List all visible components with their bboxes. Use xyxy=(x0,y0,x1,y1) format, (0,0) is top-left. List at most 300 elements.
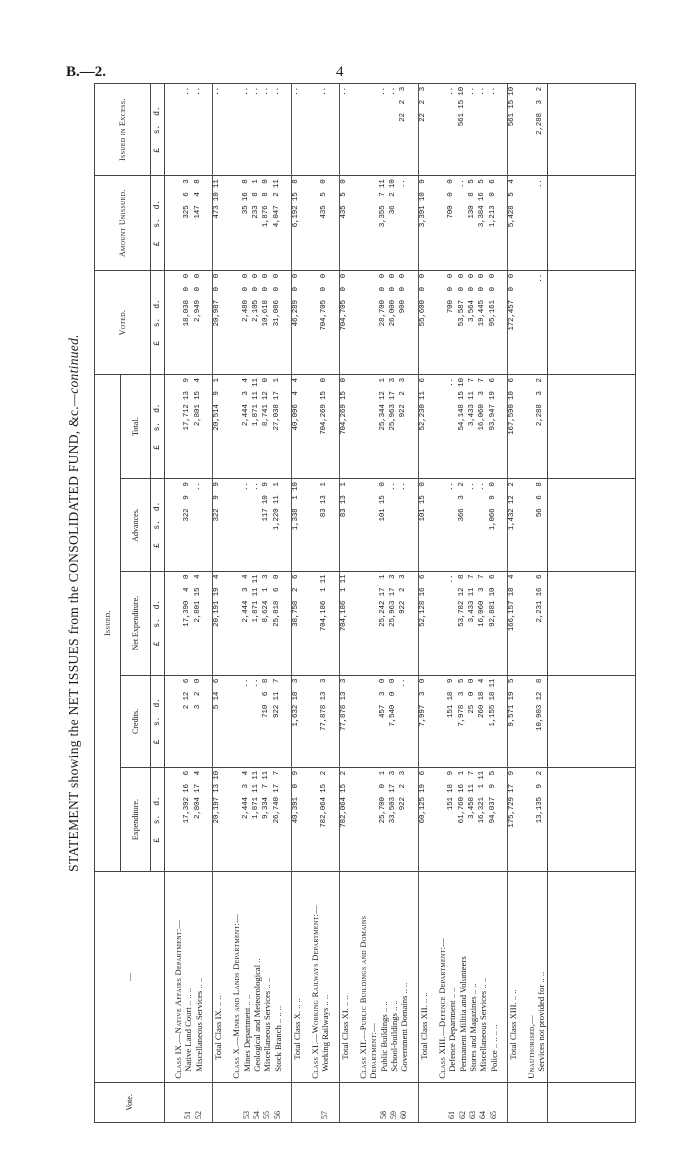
amount-excess: 22 2 3 xyxy=(399,84,409,176)
amount-total: 93,947 19 6 xyxy=(489,375,499,479)
amount-total: 40,096 4 4 xyxy=(291,375,302,479)
class-heading-row xyxy=(173,84,183,1123)
spacer-cell xyxy=(429,479,437,571)
empty-cell xyxy=(437,84,447,176)
amount-exp: 151 18 9 xyxy=(447,768,457,872)
spacer-cell xyxy=(429,675,437,767)
spacer-cell xyxy=(499,176,508,271)
amount-unissued: 325 6 3 xyxy=(183,176,193,271)
vote-row xyxy=(320,84,330,1123)
amount-cred: 457 3 0 xyxy=(379,675,389,767)
empty-cell xyxy=(173,768,183,872)
amount-unissued: 1,213 0 6 xyxy=(489,176,499,271)
amount-total: 17,712 13 9 xyxy=(183,375,193,479)
amount-net: 704,186 1 11 xyxy=(339,571,350,675)
amount-total: 2,288 3 2 xyxy=(536,375,547,479)
spacer-cell xyxy=(410,571,419,675)
spacer-cell xyxy=(204,375,213,479)
spacer-cell xyxy=(547,271,635,375)
amount-voted: 700 0 0 xyxy=(447,271,457,375)
vote-number: 55 xyxy=(262,1082,272,1122)
empty-cell xyxy=(358,768,379,872)
class-total-row xyxy=(212,84,223,1123)
spacer-cell xyxy=(410,375,419,479)
spacer-cell xyxy=(283,768,292,872)
amount-excess: 22 2 3 xyxy=(418,84,429,176)
page-header xyxy=(66,64,630,84)
amount-unissued: 147 4 8 xyxy=(194,176,204,271)
spacer-cell xyxy=(518,176,526,271)
vote-number: 63 xyxy=(468,1082,478,1122)
spacer-cell xyxy=(204,675,213,767)
vote-number: 57 xyxy=(320,1082,330,1122)
amount-cred: 922 11 7 xyxy=(273,675,283,767)
vote-number: 60 xyxy=(399,1082,409,1122)
amount-total: 1,871 11 11 xyxy=(252,375,262,479)
amount-adv: .. xyxy=(389,479,399,571)
spacer-cell xyxy=(518,571,526,675)
amount-exp: 20,197 13 10 xyxy=(212,768,223,872)
amount-exp: 16,321 1 11 xyxy=(478,768,488,872)
amount-adv: .. xyxy=(468,479,478,571)
amount-adv: .. xyxy=(252,479,262,571)
vote-row xyxy=(478,84,488,1123)
empty-cell xyxy=(173,84,183,176)
spacer-cell xyxy=(165,768,174,872)
amount-net: 2,231 16 6 xyxy=(536,571,547,675)
spacer-cell xyxy=(350,768,358,872)
amount-total: 16,060 3 7 xyxy=(478,375,488,479)
spacer-cell xyxy=(165,675,174,767)
vote-number xyxy=(507,1082,518,1122)
spacer-cell xyxy=(302,675,310,767)
spacer-cell xyxy=(223,176,231,271)
spacer-cell xyxy=(429,271,437,375)
amount-unissued: 1,876 8 0 xyxy=(262,176,272,271)
amount-excess: 2,288 3 2 xyxy=(536,84,547,176)
spacer-cell xyxy=(302,375,310,479)
empty-cell xyxy=(437,571,447,675)
vote-item: Permanent Militia and Volunteers xyxy=(458,872,468,1083)
vote-row xyxy=(399,84,409,1123)
amount-voted: 900 0 0 xyxy=(399,271,409,375)
total-label: Total Class XIII. .. .. xyxy=(507,872,518,1083)
spacer-cell xyxy=(547,1082,635,1122)
amount-unissued: 3,384 16 5 xyxy=(478,176,488,271)
amount-unissued: 5,428 5 4 xyxy=(507,176,518,271)
amount-unissued: 36 2 10 xyxy=(389,176,399,271)
spacer-row xyxy=(204,84,213,1123)
vote-item: Working Railways .. .. xyxy=(320,872,330,1083)
spacer-cell xyxy=(223,84,231,176)
vote-number: 58 xyxy=(379,1082,389,1122)
class-total-row xyxy=(418,84,429,1123)
amount-adv: 1,338 1 10 xyxy=(291,479,302,571)
spacer-cell xyxy=(223,872,231,1083)
vote-cell xyxy=(358,1082,379,1122)
spacer-cell xyxy=(204,872,213,1083)
amount-total: 704,269 15 0 xyxy=(339,375,350,479)
amount-total: 704,269 15 0 xyxy=(320,375,330,479)
spacer-cell xyxy=(518,84,526,176)
spacer-cell xyxy=(410,675,419,767)
vote-row xyxy=(273,84,283,1123)
spacer-cell xyxy=(429,768,437,872)
amount-voted: 2,105 0 0 xyxy=(252,271,262,375)
vote-row xyxy=(389,84,399,1123)
unauthorised-row xyxy=(536,84,547,1123)
spacer-cell xyxy=(350,675,358,767)
spacer-cell xyxy=(429,375,437,479)
amount-voted: 31,086 0 0 xyxy=(273,271,283,375)
amount-cred: 2 12 6 xyxy=(183,675,193,767)
vote-number: 62 xyxy=(458,1082,468,1122)
class-heading-row xyxy=(310,84,320,1123)
vote-item: Defence Department .. .. xyxy=(447,872,457,1083)
empty-cell xyxy=(231,768,241,872)
amount-net: 92,881 10 6 xyxy=(489,571,499,675)
spacer-cell xyxy=(283,479,292,571)
empty-cell xyxy=(310,375,320,479)
spacer-cell xyxy=(331,1082,340,1122)
empty-cell xyxy=(231,176,241,271)
amount-voted: 55,600 0 0 xyxy=(418,271,429,375)
amount-total: 54,148 15 10 xyxy=(458,375,468,479)
empty-cell xyxy=(310,675,320,767)
empty-cell xyxy=(437,768,447,872)
amount-unissued: 130 8 5 xyxy=(468,176,478,271)
amount-unissued: 3,355 7 11 xyxy=(379,176,389,271)
spacer-cell xyxy=(331,479,340,571)
amount-cred: .. xyxy=(242,675,252,767)
total-label: Total Class X. .. .. xyxy=(291,872,302,1083)
spacer-cell xyxy=(331,768,340,872)
spacer-cell xyxy=(223,271,231,375)
amount-total: 52,230 11 6 xyxy=(418,375,429,479)
amount-adv: 1,432 12 2 xyxy=(507,479,518,571)
amount-adv: 322 9 9 xyxy=(183,479,193,571)
amount-voted: 2,949 0 0 xyxy=(194,271,204,375)
spacer-cell xyxy=(518,375,526,479)
amount-adv: 1,220 11 1 xyxy=(273,479,283,571)
amount-unissued: 233 8 1 xyxy=(252,176,262,271)
spacer-cell xyxy=(518,872,526,1083)
amount-cred: .. xyxy=(399,675,409,767)
spacer-cell xyxy=(331,872,340,1083)
header-unissued: Amount Unissued. xyxy=(95,176,151,271)
empty-cell xyxy=(526,479,536,571)
amount-excess: .. xyxy=(262,84,272,176)
spacer-cell xyxy=(283,675,292,767)
amount-exp: 922 2 3 xyxy=(399,768,409,872)
amount-total: 922 2 3 xyxy=(399,375,409,479)
amount-adv: .. xyxy=(399,479,409,571)
empty-cell xyxy=(173,176,183,271)
unit-header: £ s. d. xyxy=(151,84,165,176)
empty-cell xyxy=(358,571,379,675)
vote-item: Stores and Magazines .. .. xyxy=(468,872,478,1083)
amount-excess: .. xyxy=(339,84,350,176)
amount-excess: .. xyxy=(242,84,252,176)
amount-voted: 2,480 0 0 xyxy=(242,271,252,375)
amount-net: 2,444 3 4 xyxy=(242,571,252,675)
spacer-cell xyxy=(547,571,635,675)
amount-unissued: 3,391 10 9 xyxy=(418,176,429,271)
spacer-cell xyxy=(165,84,174,176)
amount-cred: 7,540 0 0 xyxy=(389,675,399,767)
empty-cell xyxy=(231,271,241,375)
spacer-cell xyxy=(302,176,310,271)
vote-item: Miscellaneous Services .. .. xyxy=(194,872,204,1083)
vote-item: Government Domains .. .. xyxy=(399,872,409,1083)
amount-total: 2,444 3 4 xyxy=(242,375,252,479)
unit-header: £ s. d. xyxy=(151,375,165,479)
vote-number: 59 xyxy=(389,1082,399,1122)
amount-adv: .. xyxy=(447,479,457,571)
vote-number xyxy=(291,1082,302,1122)
spacer-cell xyxy=(547,84,635,176)
amount-excess: .. xyxy=(379,84,389,176)
spacer-cell xyxy=(283,176,292,271)
amount-net: 17,390 4 0 xyxy=(183,571,193,675)
amount-adv: 1,066 9 0 xyxy=(489,479,499,571)
amount-unissued: .. xyxy=(536,176,547,271)
amount-total: 8,741 12 0 xyxy=(262,375,272,479)
spacer-cell xyxy=(350,375,358,479)
amount-total: 27,038 17 1 xyxy=(273,375,283,479)
spacer-cell xyxy=(331,571,340,675)
spacer-cell xyxy=(223,479,231,571)
spacer-cell xyxy=(204,176,213,271)
spacer-cell xyxy=(350,271,358,375)
spacer-cell xyxy=(499,768,508,872)
spacer-cell xyxy=(410,872,419,1083)
spacer-cell xyxy=(283,571,292,675)
amount-cred: 25 0 0 xyxy=(468,675,478,767)
amount-cred: 1,155 18 11 xyxy=(489,675,499,767)
empty-cell xyxy=(173,271,183,375)
empty-cell xyxy=(526,571,536,675)
spacer-cell xyxy=(547,479,635,571)
spacer-cell xyxy=(165,872,174,1083)
amount-adv: 101 15 0 xyxy=(379,479,389,571)
spacer-cell xyxy=(350,872,358,1083)
vote-item: Native Land Court .. .. .. xyxy=(183,872,193,1083)
empty-cell xyxy=(173,479,183,571)
empty-cell xyxy=(231,675,241,767)
class-heading: Class X.—Mines and Lands Department:— xyxy=(231,872,241,1083)
total-label: Total Class XI. .. .. xyxy=(339,872,350,1083)
vote-number: 51 xyxy=(183,1082,193,1122)
spacer-cell xyxy=(350,176,358,271)
amount-unissued: .. xyxy=(458,176,468,271)
spacer-cell xyxy=(547,768,635,872)
vote-item: Mines Department .. .. xyxy=(242,872,252,1083)
amount-excess: 561 15 10 xyxy=(458,84,468,176)
spacer-cell xyxy=(283,271,292,375)
class-heading: Class IX.—Native Affairs Department:— xyxy=(173,872,183,1083)
empty-cell xyxy=(358,675,379,767)
statement-title: STATEMENT showing the NET ISSUES from the CONSOLIDATED FUND, &c.—continued. xyxy=(66,334,81,872)
amount-excess: .. xyxy=(389,84,399,176)
amount-voted: 53,587 0 0 xyxy=(458,271,468,375)
spacer-cell xyxy=(283,1082,292,1122)
empty-cell xyxy=(310,176,320,271)
class-total-row xyxy=(339,84,350,1123)
spacer-cell xyxy=(350,1082,358,1122)
total-label: Total Class IX. .. .. xyxy=(212,872,223,1083)
amount-exp: 9,334 7 11 xyxy=(262,768,272,872)
spacer-cell xyxy=(223,1082,231,1122)
spacer-row xyxy=(331,84,340,1123)
spacer-cell xyxy=(331,271,340,375)
spacer-cell xyxy=(283,375,292,479)
amount-excess: .. xyxy=(212,84,223,176)
class-heading: Class XI.—Working Railways Department:— xyxy=(310,872,320,1083)
spacer-row xyxy=(283,84,292,1123)
spacer-cell xyxy=(302,479,310,571)
spacer-cell xyxy=(302,84,310,176)
statement-table xyxy=(94,83,636,1123)
spacer-cell xyxy=(499,271,508,375)
header-description: — xyxy=(95,872,165,1083)
amount-cred: 1,632 18 3 xyxy=(291,675,302,767)
spacer-cell xyxy=(518,271,526,375)
amount-total: 20,514 9 1 xyxy=(212,375,223,479)
vote-row xyxy=(194,84,204,1123)
amount-voted: 3,564 0 0 xyxy=(468,271,478,375)
amount-unissued: 4,047 2 11 xyxy=(273,176,283,271)
amount-adv: 101 15 0 xyxy=(418,479,429,571)
empty-cell xyxy=(358,84,379,176)
spacer-cell xyxy=(410,768,419,872)
empty-cell xyxy=(437,176,447,271)
amount-exp: 3,458 11 7 xyxy=(468,768,478,872)
amount-unissued: .. xyxy=(399,176,409,271)
class-heading-row xyxy=(437,84,447,1123)
amount-cred: 10,903 12 8 xyxy=(536,675,547,767)
spacer-cell xyxy=(518,675,526,767)
spacer-cell xyxy=(350,479,358,571)
header-total: Total. xyxy=(121,375,151,479)
vote-row xyxy=(252,84,262,1123)
amount-total: 2,801 15 4 xyxy=(194,375,204,479)
amount-exp: 61,760 16 1 xyxy=(458,768,468,872)
class-heading: Class XIII.—Defence Department:— xyxy=(437,872,447,1083)
spacer-cell xyxy=(204,1082,213,1122)
empty-cell xyxy=(310,271,320,375)
spacer-row xyxy=(410,84,419,1123)
amount-voted: 704,705 0 0 xyxy=(339,271,350,375)
amount-excess: .. xyxy=(273,84,283,176)
amount-exp: 13,135 9 2 xyxy=(536,768,547,872)
amount-adv: 322 9 9 xyxy=(212,479,223,571)
vote-row xyxy=(262,84,272,1123)
vote-item: Public Buildings .. .. xyxy=(379,872,389,1083)
amount-excess: .. xyxy=(252,84,262,176)
empty-cell xyxy=(526,675,536,767)
empty-cell xyxy=(310,84,320,176)
spacer-cell xyxy=(223,675,231,767)
vote-cell xyxy=(173,1082,183,1122)
spacer-row xyxy=(223,84,231,1123)
spacer-cell xyxy=(350,84,358,176)
unit-header: £ s. d. xyxy=(151,768,165,872)
amount-unissued: 473 10 11 xyxy=(212,176,223,271)
spacer-cell xyxy=(165,176,174,271)
amount-net: 25,242 17 1 xyxy=(379,571,389,675)
empty-cell xyxy=(231,84,241,176)
amount-excess: .. xyxy=(468,84,478,176)
spacer-cell xyxy=(410,176,419,271)
spacer-row xyxy=(499,84,508,1123)
amount-cred: 9,571 19 5 xyxy=(507,675,518,767)
spacer-cell xyxy=(499,375,508,479)
empty-cell xyxy=(437,271,447,375)
empty-cell xyxy=(358,479,379,571)
spacer-cell xyxy=(350,571,358,675)
amount-cred: 7,978 3 5 xyxy=(458,675,468,767)
spacer-cell xyxy=(302,571,310,675)
vote-row xyxy=(458,84,468,1123)
unit-header: £ s. d. xyxy=(151,675,165,767)
class-heading: Unauthorised,— xyxy=(526,872,536,1083)
amount-total: 25,344 12 1 xyxy=(379,375,389,479)
amount-exp: 2,444 3 4 xyxy=(242,768,252,872)
amount-voted: 26,000 0 0 xyxy=(389,271,399,375)
amount-net: .. xyxy=(447,571,457,675)
amount-exp: 17,392 16 6 xyxy=(183,768,193,872)
amount-total: 25,963 17 3 xyxy=(389,375,399,479)
empty-cell xyxy=(526,176,536,271)
spacer-cell xyxy=(499,479,508,571)
spacer-cell xyxy=(499,872,508,1083)
spacer-cell xyxy=(204,768,213,872)
amount-exp: 782,064 15 2 xyxy=(320,768,330,872)
vote-number: 56 xyxy=(273,1082,283,1122)
spacer-cell xyxy=(165,375,174,479)
empty-cell xyxy=(231,375,241,479)
empty-cell xyxy=(358,176,379,271)
empty-cell xyxy=(173,375,183,479)
vote-cell xyxy=(437,1082,447,1122)
vote-number xyxy=(339,1082,350,1122)
amount-total: .. xyxy=(447,375,457,479)
header-voted: Voted. xyxy=(95,271,151,375)
spacer-cell xyxy=(410,271,419,375)
header-credits: Credits. xyxy=(121,675,151,767)
unauthorised-item: Services not provided for .. .. xyxy=(536,872,547,1083)
empty-cell xyxy=(310,768,320,872)
spacer-cell xyxy=(499,675,508,767)
amount-adv: .. xyxy=(478,479,488,571)
empty-cell xyxy=(437,675,447,767)
vote-number: 52 xyxy=(194,1082,204,1122)
empty-cell xyxy=(526,84,536,176)
spacer-cell xyxy=(429,872,437,1083)
empty-cell xyxy=(358,375,379,479)
spacer-cell xyxy=(429,1082,437,1122)
page-reference: B.—2. xyxy=(66,64,107,80)
amount-voted: 19,445 0 0 xyxy=(478,271,488,375)
amount-voted: 20,987 0 0 xyxy=(212,271,223,375)
amount-cred: 7,997 3 0 xyxy=(418,675,429,767)
amount-exp: 26,740 17 7 xyxy=(273,768,283,872)
amount-exp: 782,064 15 2 xyxy=(339,768,350,872)
spacer-row xyxy=(518,84,526,1123)
amount-unissued: 435 5 0 xyxy=(320,176,330,271)
spacer-cell xyxy=(547,675,635,767)
